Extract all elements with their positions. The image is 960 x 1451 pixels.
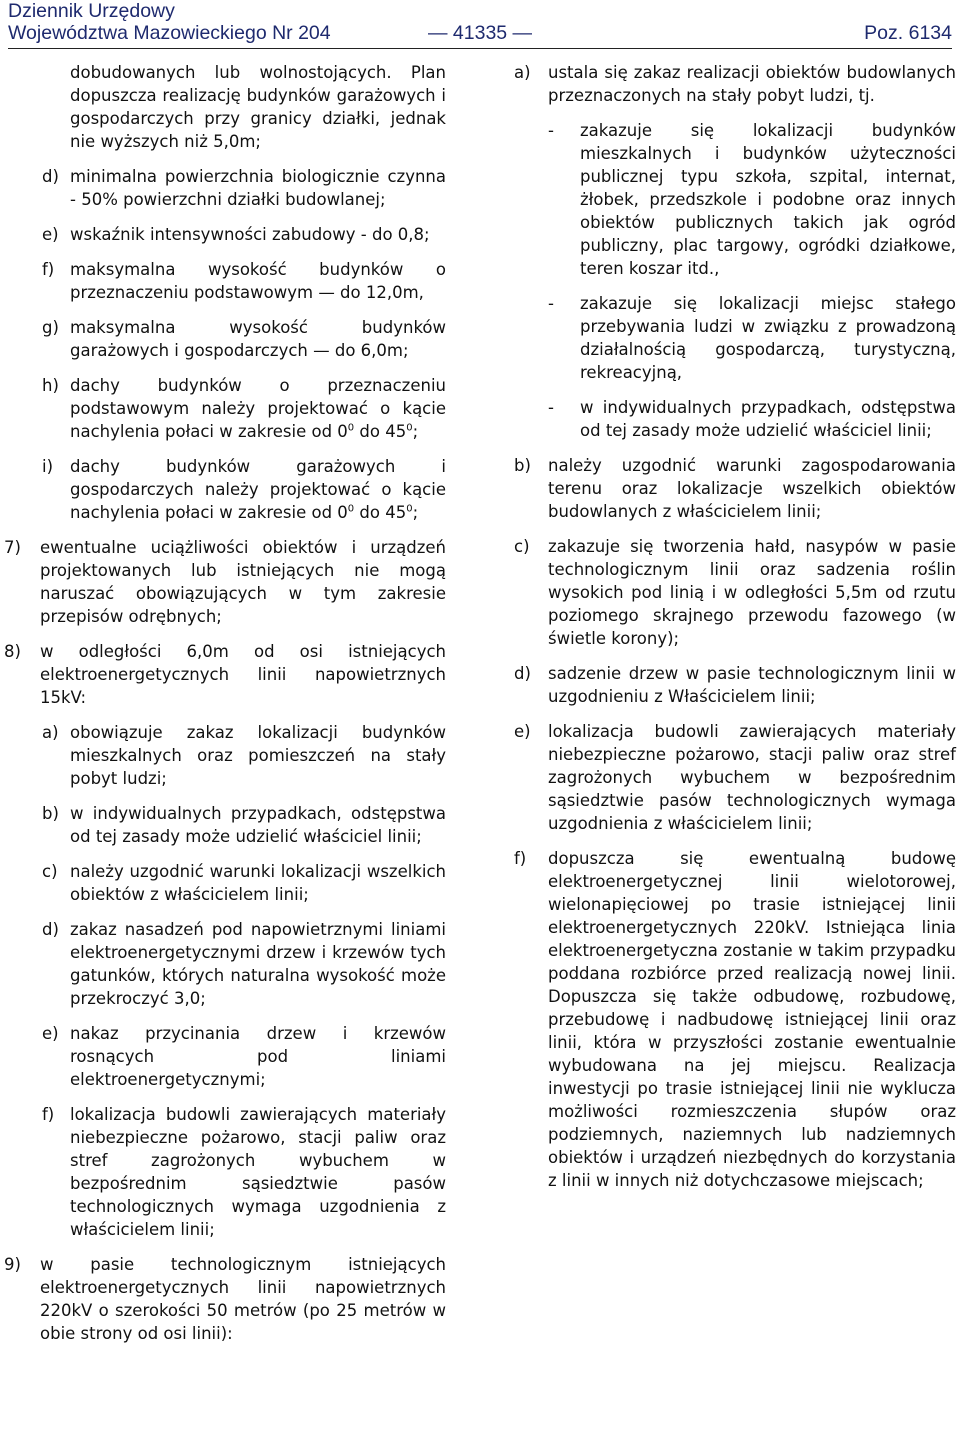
list-label: h) [42,376,59,395]
list-item-8a [4,721,446,790]
list-text: maksymalna wysokość budynków o przeznaczeniu podstawowym — do 12,0m, [70,260,446,302]
list-label: a) [514,63,531,82]
list-label: f) [514,849,527,868]
list-item-d [4,165,446,211]
degree-superscript: 0 [347,503,355,515]
list-label: f) [42,1105,55,1124]
list-text: obowiązuje zakaz lokalizacji budynków mieszkalnych oraz pomieszczeń na stały pobyt ludzi; [70,723,446,788]
list-text-part: do 45 [359,422,407,441]
list-label: b) [514,456,531,475]
list-label: 9) [4,1255,21,1274]
degree-superscript: 0 [347,422,355,434]
position-number: Poz. 6134 [864,22,952,44]
list-item-7 [4,536,446,628]
list-text-part: ; [412,503,419,522]
list-item-8e [4,1022,446,1091]
list-text: należy uzgodnić warunki lokalizacji wszelkich obiektów z właścicielem linii; [70,862,446,904]
list-item-f [4,258,446,304]
list-text: w odległości 6,0m od osi istniejących elektroenergetycznych linii napowietrznych 15kV: [40,642,446,707]
list-label: e) [42,1024,59,1043]
list-text-part: do 45 [359,503,407,522]
list-item-d [514,662,956,708]
right-column [514,61,956,1204]
list-label: 8) [4,642,21,661]
journal-subtitle: Województwa Mazowieckiego Nr 204 [8,22,331,44]
list-label: b) [42,804,59,823]
list-text: zakaz nasadzeń pod napowietrznymi liniami elektroenergetycznymi drzew i krzewów tych gatunków, których naturalna wysokość może przekroczyć 3,0; [70,920,446,1008]
list-label: a) [42,723,59,742]
list-item-g [4,316,446,362]
list-item-f [514,847,956,1192]
dash-item-1 [548,119,956,280]
paragraph-text: dobudowanych lub wolnostojących. Plan dopuszcza realizację budynków garażowych i gospodarczych przy granicy działki, jednak nie wyższych niż 5,0m; [70,63,446,151]
list-item-8c [4,860,446,906]
list-label: f) [42,260,55,279]
list-item-i [4,455,446,524]
list-label: d) [42,920,59,939]
list-text: lokalizacja budowli zawierających materiały niebezpieczne pożarowo, stacji paliw oraz stref zagrożonych wybuchem w bezpośrednim sąsiedztwie pasów technologicznych wymaga uzgodnienia z właścicielem linii; [70,1105,446,1239]
list-text: w indywidualnych przypadkach, odstępstwa od tej zasady może udzielić właściciel linii; [70,804,446,846]
list-item-8f [4,1103,446,1241]
list-item-c [514,535,956,650]
dash-label: - [548,294,554,313]
list-text: sadzenie drzew w pasie technologicznym linii w uzgodnieniu z Właścicielem linii; [548,664,956,706]
dash-label: - [548,398,554,417]
list-text-part: ; [412,422,419,441]
list-text: minimalna powierzchnia biologicznie czynna - 50% powierzchni działki budowlanej; [70,167,446,209]
list-label: d) [514,664,531,683]
list-text: zakazuje się lokalizacji miejsc stałego przebywania ludzi w związku z prowadzoną działalnością gospodarczą, turystyczną, rekreacyjną, [580,294,956,382]
list-text: maksymalna wysokość budynków garażowych i gospodarczych — do 6,0m; [70,318,446,360]
list-item-8d [4,918,446,1010]
list-item-b [514,454,956,523]
list-text: w indywidualnych przypadkach, odstępstwa od tej zasady może udzielić właściciel linii; [580,398,956,440]
list-item-a [514,61,956,107]
list-item-e [4,223,446,246]
list-text: zakazuje się lokalizacji budynków mieszkalnych i budynków użyteczności publicznej typu szkoła, szpital, internat, żłobek, przedszkole i podobne oraz innych obiektów publicznych takich jak ogród publiczny, plac targowy, ogródki działkowe, teren koszar itd., [580,121,956,278]
list-label: 7) [4,538,21,557]
list-text [70,374,446,443]
list-text-part: dachy budynków o przeznaczeniu podstawowym należy projektować o kącie nachylenia połaci w zakresie od 0 [70,376,446,441]
list-label: e) [514,722,531,741]
list-text: lokalizacja budowli zawierających materiały niebezpieczne pożarowo, stacji paliw oraz stref zagrożonych wybuchem w bezpośrednim sąsiedztwie pasów technologicznych wymaga uzgodnienia z właścicielem linii; [548,722,956,833]
dash-label: - [548,121,554,140]
list-label: e) [42,225,59,244]
list-label: c) [514,537,530,556]
list-text: należy uzgodnić warunki zagospodarowania terenu oraz lokalizacje wszelkich obiektów budowlanych z właścicielem linii; [548,456,956,521]
left-column [4,61,446,1357]
list-item-8b [4,802,446,848]
list-item-9 [4,1253,446,1345]
list-text: nakaz przycinania drzew i krzewów rosnących pod liniami elektroenergetycznymi; [70,1024,446,1089]
list-text-part: dachy budynków garażowych i gospodarczych należy projektować o kącie nachylenia połaci w zakresie od 0 [70,457,446,522]
list-text: wskaźnik intensywności zabudowy - do 0,8; [70,225,430,244]
page-number: — 41335 — [428,22,533,44]
page-header [8,0,952,49]
list-text: w pasie technologicznym istniejących elektroenergetycznych linii napowietrznych 220kV o szerokości 50 metrów (po 25 metrów w obie strony od osi linii): [40,1255,446,1343]
list-text: dopuszcza się ewentualną budowę elektroenergetycznej linii wielotorowej, wielonapięciowej po trasie istniejącej linii elektroenergetycznych 220kV. Istniejąca linia elektroenergetyczna zostanie w takim przypadku poddana rozbiórce przed realizacją nowej linii. Dopuszcza się także odbudowę, rozbudowę, przebudowę i nadbudowę istniejącej linii oraz linii, która w przyszłości zostanie ewentualnie wybudowana na jej miejscu. Realizacja inwestycji po trasie istniejącej linii nie wyklucza możliwości rozmieszczenia słupów oraz podziemnych, naziemnych lub nadziemnych obiektów i urządzeń niezbędnych do korzystania z linii w innych niż dotychczasowe miejscach; [548,849,956,1190]
degree-superscript: 0 [406,422,413,434]
dash-item-3 [548,396,956,442]
list-text: ewentualne uciążliwości obiektów i urządzeń projektowanych lub istniejących nie mogą naruszać obowiązujących w tym zakresie przepisów odrębnych; [40,538,446,626]
continued-paragraph [4,61,446,153]
dash-item-2 [548,292,956,384]
list-item-h [4,374,446,443]
list-label: d) [42,167,59,186]
list-label: i) [42,457,54,476]
degree-superscript: 0 [406,503,413,515]
list-text: zakazuje się tworzenia hałd, nasypów w pasie technologicznym linii oraz sadzenia roślin wysokich pod linią i w odległości 5,5m od rzutu poziomego skrajnego przewodu fazowego (w świetle korony); [548,537,956,648]
list-text: ustala się zakaz realizacji obiektów budowlanych przeznaczonych na stały pobyt ludzi, tj. [548,63,956,105]
list-label: c) [42,862,58,881]
list-text [70,455,446,524]
list-item-8 [4,640,446,709]
list-label: g) [42,318,59,337]
journal-title: Dziennik Urzędowy [8,0,175,22]
list-item-e [514,720,956,835]
